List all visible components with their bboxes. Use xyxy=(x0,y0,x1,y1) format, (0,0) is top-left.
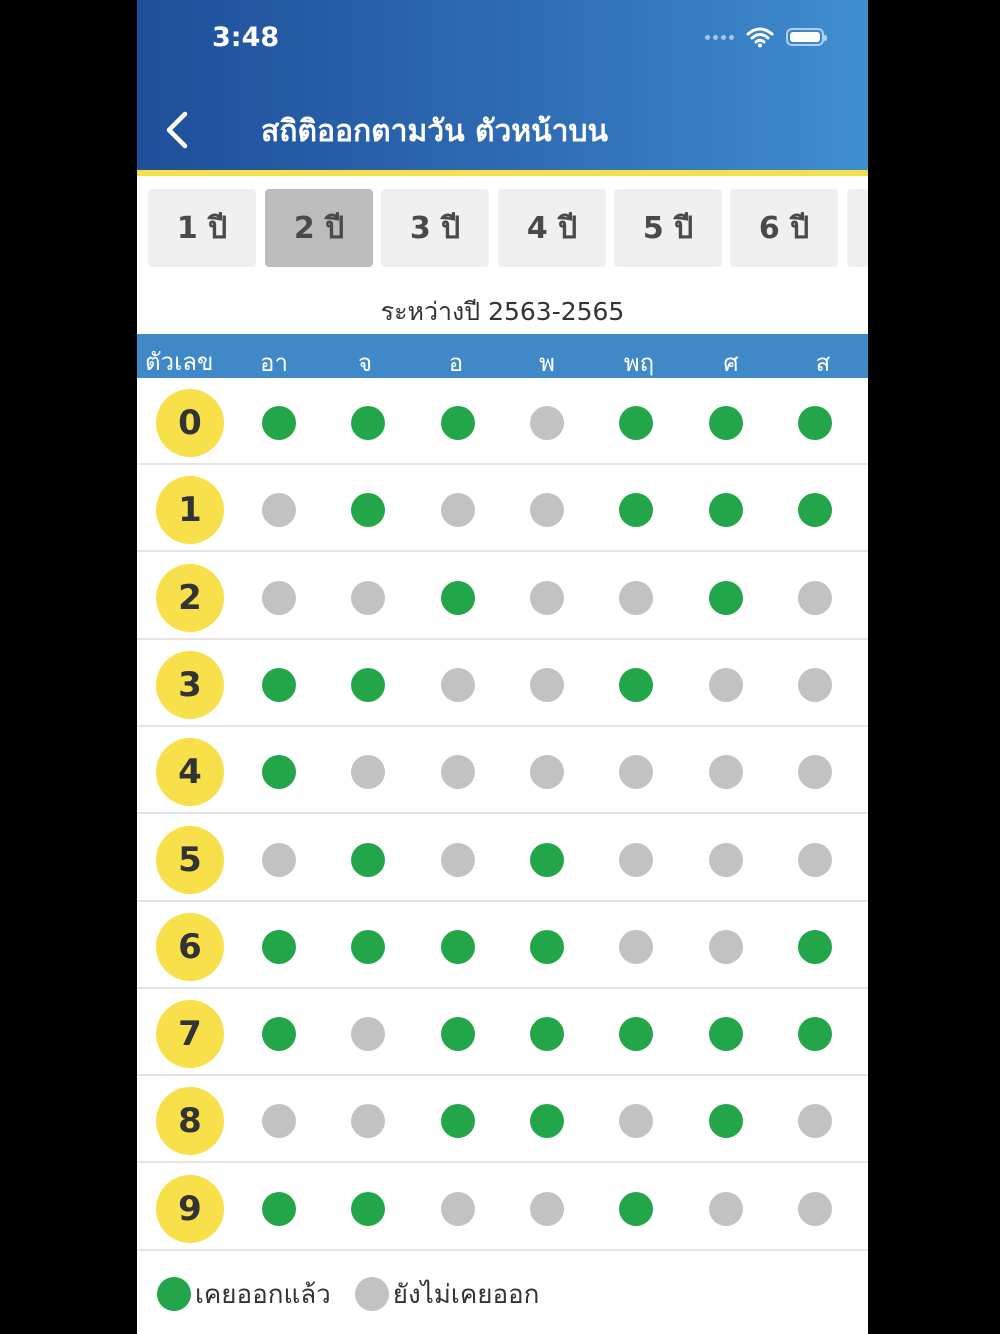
legend-miss-dot xyxy=(355,1277,389,1311)
wifi-icon xyxy=(746,26,774,48)
hit-dot xyxy=(709,406,743,440)
hit-dot xyxy=(262,668,296,702)
legend-hit-label: เคยออกแล้ว xyxy=(195,1279,331,1310)
hit-dot xyxy=(619,1017,653,1051)
column-header-thu: พฤ xyxy=(623,349,655,377)
year-tabs xyxy=(148,189,868,267)
hit-dot xyxy=(351,668,385,702)
number-badge: 7 xyxy=(156,1000,224,1068)
miss-dot xyxy=(619,755,653,789)
table-header xyxy=(137,334,868,378)
hit-dot xyxy=(619,406,653,440)
table-row xyxy=(137,553,868,640)
hit-dot xyxy=(441,1104,475,1138)
hit-dot xyxy=(530,930,564,964)
legend-miss-label: ยังไม่เคยออก xyxy=(392,1279,540,1310)
tab-6-years[interactable]: 6 ปี xyxy=(730,189,838,267)
miss-dot xyxy=(441,493,475,527)
hit-dot xyxy=(530,843,564,877)
column-header-sun: อา xyxy=(260,349,288,377)
table-row xyxy=(137,989,868,1076)
miss-dot xyxy=(351,1017,385,1051)
miss-dot xyxy=(530,581,564,615)
hit-dot xyxy=(441,1017,475,1051)
miss-dot xyxy=(441,843,475,877)
tab-5-years[interactable]: 5 ปี xyxy=(614,189,722,267)
miss-dot xyxy=(709,930,743,964)
miss-dot xyxy=(709,1192,743,1226)
hit-dot xyxy=(262,406,296,440)
column-header-mon: จ xyxy=(357,349,373,377)
number-badge: 9 xyxy=(156,1175,224,1243)
number-badge: 3 xyxy=(156,651,224,719)
hit-dot xyxy=(262,1192,296,1226)
hit-dot xyxy=(262,1017,296,1051)
number-badge: 5 xyxy=(156,826,224,894)
column-header-sat: ส xyxy=(815,349,831,377)
miss-dot xyxy=(530,493,564,527)
miss-dot xyxy=(798,1104,832,1138)
page-title: สถิติออกตามวัน ตัวหน้าบน xyxy=(261,114,609,149)
miss-dot xyxy=(530,755,564,789)
tab-1-year[interactable]: 1 ปี xyxy=(148,189,256,267)
miss-dot xyxy=(619,1104,653,1138)
miss-dot xyxy=(530,1192,564,1226)
hit-dot xyxy=(530,1017,564,1051)
miss-dot xyxy=(262,581,296,615)
table-row xyxy=(137,465,868,552)
table-row xyxy=(137,727,868,814)
miss-dot xyxy=(530,668,564,702)
miss-dot xyxy=(262,1104,296,1138)
miss-dot xyxy=(798,1192,832,1226)
miss-dot xyxy=(709,668,743,702)
miss-dot xyxy=(709,755,743,789)
chevron-left-icon xyxy=(159,108,199,152)
hit-dot xyxy=(262,930,296,964)
column-header-tue: อ xyxy=(448,349,464,377)
status-time: 3:48 xyxy=(212,22,280,53)
tab-4-years[interactable]: 4 ปี xyxy=(498,189,606,267)
number-badge: 4 xyxy=(156,738,224,806)
hit-dot xyxy=(709,493,743,527)
table-row xyxy=(137,1164,868,1251)
miss-dot xyxy=(351,1104,385,1138)
app-screen xyxy=(137,0,868,1334)
miss-dot xyxy=(351,755,385,789)
miss-dot xyxy=(798,843,832,877)
table-row xyxy=(137,640,868,727)
signal-icon xyxy=(705,35,734,40)
column-header-number: ตัวเลข xyxy=(145,348,214,376)
year-range-text: ระหว่างปี 2563-2565 xyxy=(380,297,625,326)
miss-dot xyxy=(798,581,832,615)
hit-dot xyxy=(441,581,475,615)
hit-dot xyxy=(351,1192,385,1226)
hit-dot xyxy=(619,1192,653,1226)
miss-dot xyxy=(441,1192,475,1226)
legend-hit-dot xyxy=(157,1277,191,1311)
hit-dot xyxy=(441,406,475,440)
miss-dot xyxy=(441,668,475,702)
number-badge: 1 xyxy=(156,476,224,544)
hit-dot xyxy=(441,930,475,964)
hit-dot xyxy=(530,1104,564,1138)
miss-dot xyxy=(619,843,653,877)
table-row xyxy=(137,815,868,902)
table-row xyxy=(137,902,868,989)
table-row xyxy=(137,1076,868,1163)
battery-icon xyxy=(786,28,824,46)
app-header xyxy=(137,0,868,170)
hit-dot xyxy=(619,493,653,527)
tab-more[interactable] xyxy=(847,189,868,267)
hit-dot xyxy=(798,1017,832,1051)
hit-dot xyxy=(709,581,743,615)
hit-dot xyxy=(798,406,832,440)
miss-dot xyxy=(619,581,653,615)
number-badge: 0 xyxy=(156,389,224,457)
column-header-wed: พ xyxy=(539,349,555,377)
number-badge: 2 xyxy=(156,564,224,632)
legend xyxy=(157,1272,539,1316)
hit-dot xyxy=(798,930,832,964)
hit-dot xyxy=(619,668,653,702)
tab-3-years[interactable]: 3 ปี xyxy=(381,189,489,267)
hit-dot xyxy=(709,1017,743,1051)
hit-dot xyxy=(351,493,385,527)
miss-dot xyxy=(709,843,743,877)
miss-dot xyxy=(441,755,475,789)
miss-dot xyxy=(619,930,653,964)
miss-dot xyxy=(262,843,296,877)
tab-2-years[interactable]: 2 ปี xyxy=(265,189,373,267)
number-badge: 6 xyxy=(156,913,224,981)
table-row xyxy=(137,378,868,465)
column-header-fri: ศ xyxy=(723,349,739,377)
hit-dot xyxy=(709,1104,743,1138)
miss-dot xyxy=(530,406,564,440)
miss-dot xyxy=(798,668,832,702)
number-badge: 8 xyxy=(156,1087,224,1155)
hit-dot xyxy=(351,930,385,964)
status-icons xyxy=(705,26,824,48)
hit-dot xyxy=(262,755,296,789)
header-accent-stripe xyxy=(137,170,868,176)
back-button[interactable] xyxy=(159,108,199,152)
hit-dot xyxy=(351,843,385,877)
hit-dot xyxy=(351,406,385,440)
hit-dot xyxy=(798,493,832,527)
miss-dot xyxy=(262,493,296,527)
miss-dot xyxy=(798,755,832,789)
miss-dot xyxy=(351,581,385,615)
